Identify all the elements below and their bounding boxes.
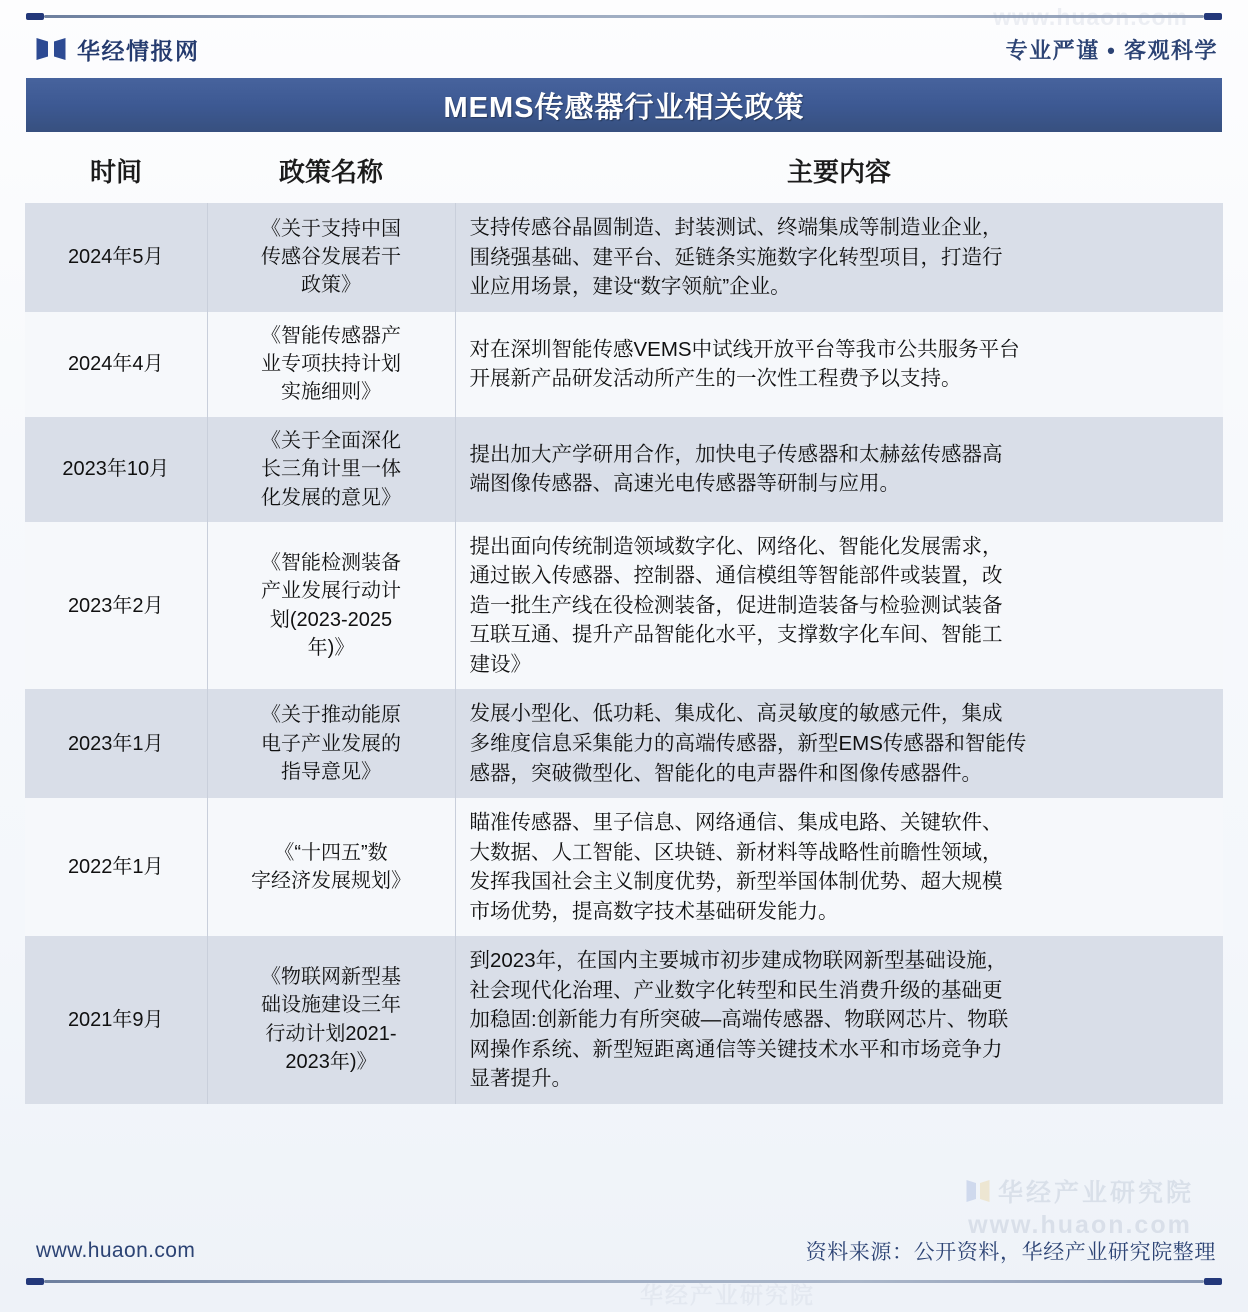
- watermark-bottom-company: 华经产业研究院: [640, 1282, 815, 1308]
- policy-name-line: 行动计划2021-: [265, 1022, 397, 1045]
- cell-policy-name: [207, 203, 455, 312]
- main-content-line: 互联互通、提升产品智能化水平，支撑数字化车间、智能工: [469, 623, 1003, 647]
- main-content-line: 造一批生产线在役检测装备，促进制造装备与检验测试装备: [469, 593, 1003, 617]
- footer: [36, 1234, 1216, 1268]
- tagline: 专业严谨 • 客观科学: [1005, 37, 1218, 63]
- main-content-line: 业应用场景，建设“数字领航”企业。: [469, 275, 791, 299]
- cell-time: 2023年10月: [25, 417, 207, 522]
- main-content-line: 到2023年，在国内主要城市初步建成物联网新型基础设施，: [469, 949, 1008, 973]
- main-content-line: 市场优势，提高数字技术基础研发能力。: [469, 899, 839, 923]
- table-row: [25, 203, 1223, 312]
- policy-name-line: 传感谷发展若干: [261, 246, 401, 269]
- chart-title-band: [26, 78, 1222, 132]
- watermark-logo-icon: [966, 1178, 990, 1204]
- policy-name-line: 政策》: [301, 274, 361, 297]
- policy-name-line: 年)》: [307, 637, 355, 660]
- policy-table-wrap: [25, 140, 1223, 1104]
- cell-main-content: [455, 689, 1223, 798]
- huajing-bowtie-logo-icon: [36, 37, 66, 61]
- policy-name-line: 字经济发展规划》: [251, 870, 411, 893]
- watermark-row: [966, 1173, 1194, 1209]
- policy-name-line: 化发展的意见》: [261, 486, 401, 509]
- brand: [36, 33, 200, 66]
- main-content-line: 提出面向传统制造领域数字化、网络化、智能化发展需求，: [469, 534, 1003, 558]
- policy-name-line: 指导意见》: [281, 760, 381, 783]
- cell-policy-name: [207, 522, 455, 690]
- watermark-top-url: www.huaon.com: [993, 4, 1188, 30]
- policy-name-line: 《智能检测装备: [261, 551, 401, 574]
- rule-cap-right: [1204, 1278, 1222, 1285]
- table-row: [25, 417, 1223, 522]
- main-content-line: 端图像传感器、高速光电传感器等研制与应用。: [469, 472, 900, 496]
- bottom-decorative-rule: [26, 1279, 1222, 1284]
- cell-time: 2023年2月: [25, 522, 207, 690]
- cell-time: 2023年1月: [25, 689, 207, 798]
- column-header-time: 时间: [89, 157, 142, 187]
- cell-main-content: [455, 936, 1223, 1104]
- cell-policy-name: [207, 689, 455, 798]
- page-title: MEMS传感器行业相关政策: [443, 91, 805, 124]
- table-head: [25, 140, 1223, 203]
- main-content-line: 通过嵌入传感器、控制器、通信模组等智能部件或装置，改: [469, 564, 1003, 588]
- policy-name-line: 《物联网新型基: [261, 966, 401, 989]
- table-row: [25, 798, 1223, 936]
- policy-name-line: 电子产业发展的: [261, 732, 401, 755]
- main-content-line: 提出加大产学研用合作，加快电子传感器和太赫兹传感器高: [469, 442, 1003, 466]
- main-content-line: 社会现代化治理、产业数字化转型和民生消费升级的基础更: [469, 978, 1003, 1002]
- rule-cap-left: [26, 13, 44, 20]
- policy-name-line: 《关于支持中国: [261, 217, 401, 240]
- cell-policy-name: [207, 936, 455, 1104]
- table-row: [25, 522, 1223, 690]
- brand-name: 华经情报网: [77, 37, 200, 64]
- watermark: [966, 1173, 1194, 1240]
- table-row: [25, 312, 1223, 417]
- footer-source-note: 资料来源：公开资料，华经产业研究院整理: [805, 1241, 1216, 1264]
- main-content-line: 大数据、人工智能、区块链、新材料等战略性前瞻性领域，: [469, 840, 1003, 864]
- column-header-policy-name: 政策名称: [278, 157, 383, 187]
- cell-time: 2021年9月: [25, 936, 207, 1104]
- rule-line: [44, 15, 1204, 18]
- masthead: [36, 26, 1218, 72]
- main-content-line: 瞄准传感器、里子信息、网络通信、集成电路、关键软件、: [469, 811, 1003, 835]
- policy-name-line: 实施细则》: [281, 381, 381, 404]
- cell-main-content: [455, 522, 1223, 690]
- main-content-line: 发挥我国社会主义制度优势，新型举国体制优势、超大规模: [469, 870, 1003, 894]
- table-row: [25, 689, 1223, 798]
- main-content-line: 围绕强基础、建平台、延链条实施数字化转型项目，打造行: [469, 245, 1003, 269]
- main-content-line: 网操作系统、新型短距离通信等关键技术水平和市场竞争力: [469, 1037, 1003, 1061]
- policy-name-line: 2023年)》: [285, 1051, 377, 1074]
- main-content-line: 多维度信息采集能力的高端传感器，新型EMS传感器和智能传: [469, 731, 1027, 755]
- main-content-line: 建设》: [469, 652, 531, 676]
- policy-name-line: 《关于全面深化: [261, 429, 401, 452]
- main-content-line: 感器，突破微型化、智能化的电声器件和图像传感器件。: [469, 761, 982, 785]
- top-decorative-rule: [26, 14, 1222, 19]
- cell-main-content: [455, 312, 1223, 417]
- rule-cap-right: [1204, 13, 1222, 20]
- watermark-company: 华经产业研究院: [997, 1179, 1194, 1207]
- policy-name-line: 《智能传感器产: [261, 324, 401, 347]
- cell-main-content: [455, 798, 1223, 936]
- main-content-line: 开展新产品研发活动所产生的一次性工程费予以支持。: [469, 367, 962, 391]
- policy-name-line: 业专项扶持计划: [261, 352, 401, 375]
- policy-name-line: 《关于推动能原: [261, 704, 401, 727]
- main-content-line: 加稳固:创新能力有所突破—高端传感器、物联网芯片、物联: [469, 1008, 1009, 1032]
- policy-name-line: 础设施建设三年: [261, 994, 401, 1017]
- policy-name-line: 产业发展行动计: [261, 580, 401, 603]
- header-row: [25, 140, 1223, 203]
- cell-time: 2022年1月: [25, 798, 207, 936]
- main-content-line: 显著提升。: [469, 1067, 572, 1091]
- policy-name-line: 《“十四五”数: [274, 841, 388, 864]
- policy-table: [25, 140, 1223, 1104]
- cell-policy-name: [207, 798, 455, 936]
- cell-policy-name: [207, 312, 455, 417]
- cell-time: 2024年4月: [25, 312, 207, 417]
- table-row: [25, 936, 1223, 1104]
- watermark-url: www.huaon.com: [968, 1211, 1192, 1239]
- main-content-line: 对在深圳智能传感VEMS中试线开放平台等我市公共服务平台: [469, 337, 1020, 361]
- policy-name-line: 长三角计里一体: [261, 458, 401, 481]
- column-header-main-content: 主要内容: [786, 157, 891, 187]
- cell-main-content: [455, 203, 1223, 312]
- table-body: [25, 203, 1223, 1104]
- main-content-line: 支持传感谷晶圆制造、封装测试、终端集成等制造业企业，: [469, 216, 1003, 239]
- cell-main-content: [455, 417, 1223, 522]
- policy-name-line: 划(2023-2025: [269, 608, 393, 631]
- footer-url[interactable]: www.huaon.com: [36, 1239, 196, 1262]
- rule-cap-left: [26, 1278, 44, 1285]
- main-content-line: 发展小型化、低功耗、集成化、高灵敏度的敏感元件，集成: [469, 702, 1003, 726]
- cell-policy-name: [207, 417, 455, 522]
- rule-line: [44, 1280, 1204, 1283]
- cell-time: 2024年5月: [25, 203, 207, 312]
